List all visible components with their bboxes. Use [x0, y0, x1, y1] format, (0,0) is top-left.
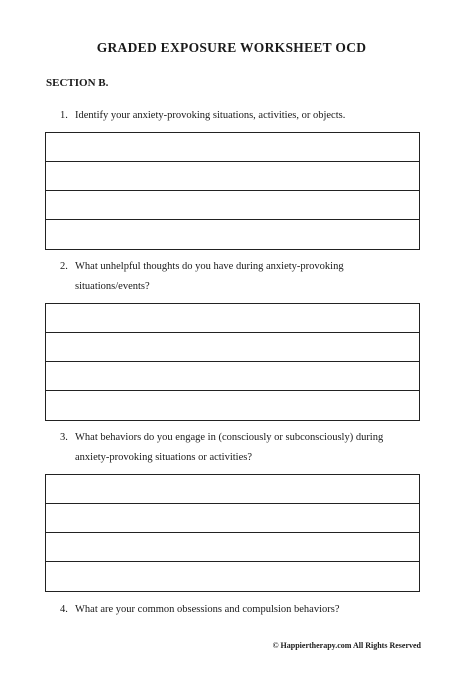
- answer-line[interactable]: [46, 333, 419, 362]
- question-2: [60, 257, 420, 297]
- answer-line[interactable]: [46, 220, 419, 249]
- question-number: 3.: [60, 432, 68, 443]
- answer-line[interactable]: [46, 162, 419, 191]
- answer-line[interactable]: [46, 191, 419, 220]
- question-number: 2.: [60, 261, 68, 272]
- question-number: 4.: [60, 604, 68, 615]
- question-text: Identify your anxiety-provoking situations, activities, or objects.: [75, 110, 346, 121]
- answer-line[interactable]: [46, 475, 419, 504]
- answer-line[interactable]: [46, 362, 419, 391]
- answer-line[interactable]: [46, 304, 419, 333]
- answer-line[interactable]: [46, 391, 419, 420]
- question-4: [60, 600, 420, 620]
- answer-box-2: [45, 303, 420, 421]
- copyright-footer: © Happiertherapy.com All Rights Reserved: [272, 641, 421, 650]
- section-heading: SECTION B.: [46, 77, 109, 89]
- question-number: 1.: [60, 110, 68, 121]
- answer-box-3: [45, 474, 420, 592]
- question-text-continued: situations/events?: [75, 281, 150, 292]
- question-text-continued: anxiety-provoking situations or activities?: [75, 452, 253, 463]
- answer-line[interactable]: [46, 562, 419, 591]
- question-3: [60, 428, 420, 468]
- question-text: What are your common obsessions and compulsion behaviors?: [75, 604, 340, 615]
- answer-line[interactable]: [46, 533, 419, 562]
- question-text: What behaviors do you engage in (consciously or subconsciously) during: [75, 432, 384, 443]
- worksheet-title: GRADED EXPOSURE WORKSHEET OCD: [96, 40, 367, 55]
- answer-line[interactable]: [46, 133, 419, 162]
- question-1: [60, 106, 420, 126]
- answer-line[interactable]: [46, 504, 419, 533]
- answer-box-1: [45, 132, 420, 250]
- question-text: What unhelpful thoughts do you have during anxiety-provoking: [75, 261, 344, 272]
